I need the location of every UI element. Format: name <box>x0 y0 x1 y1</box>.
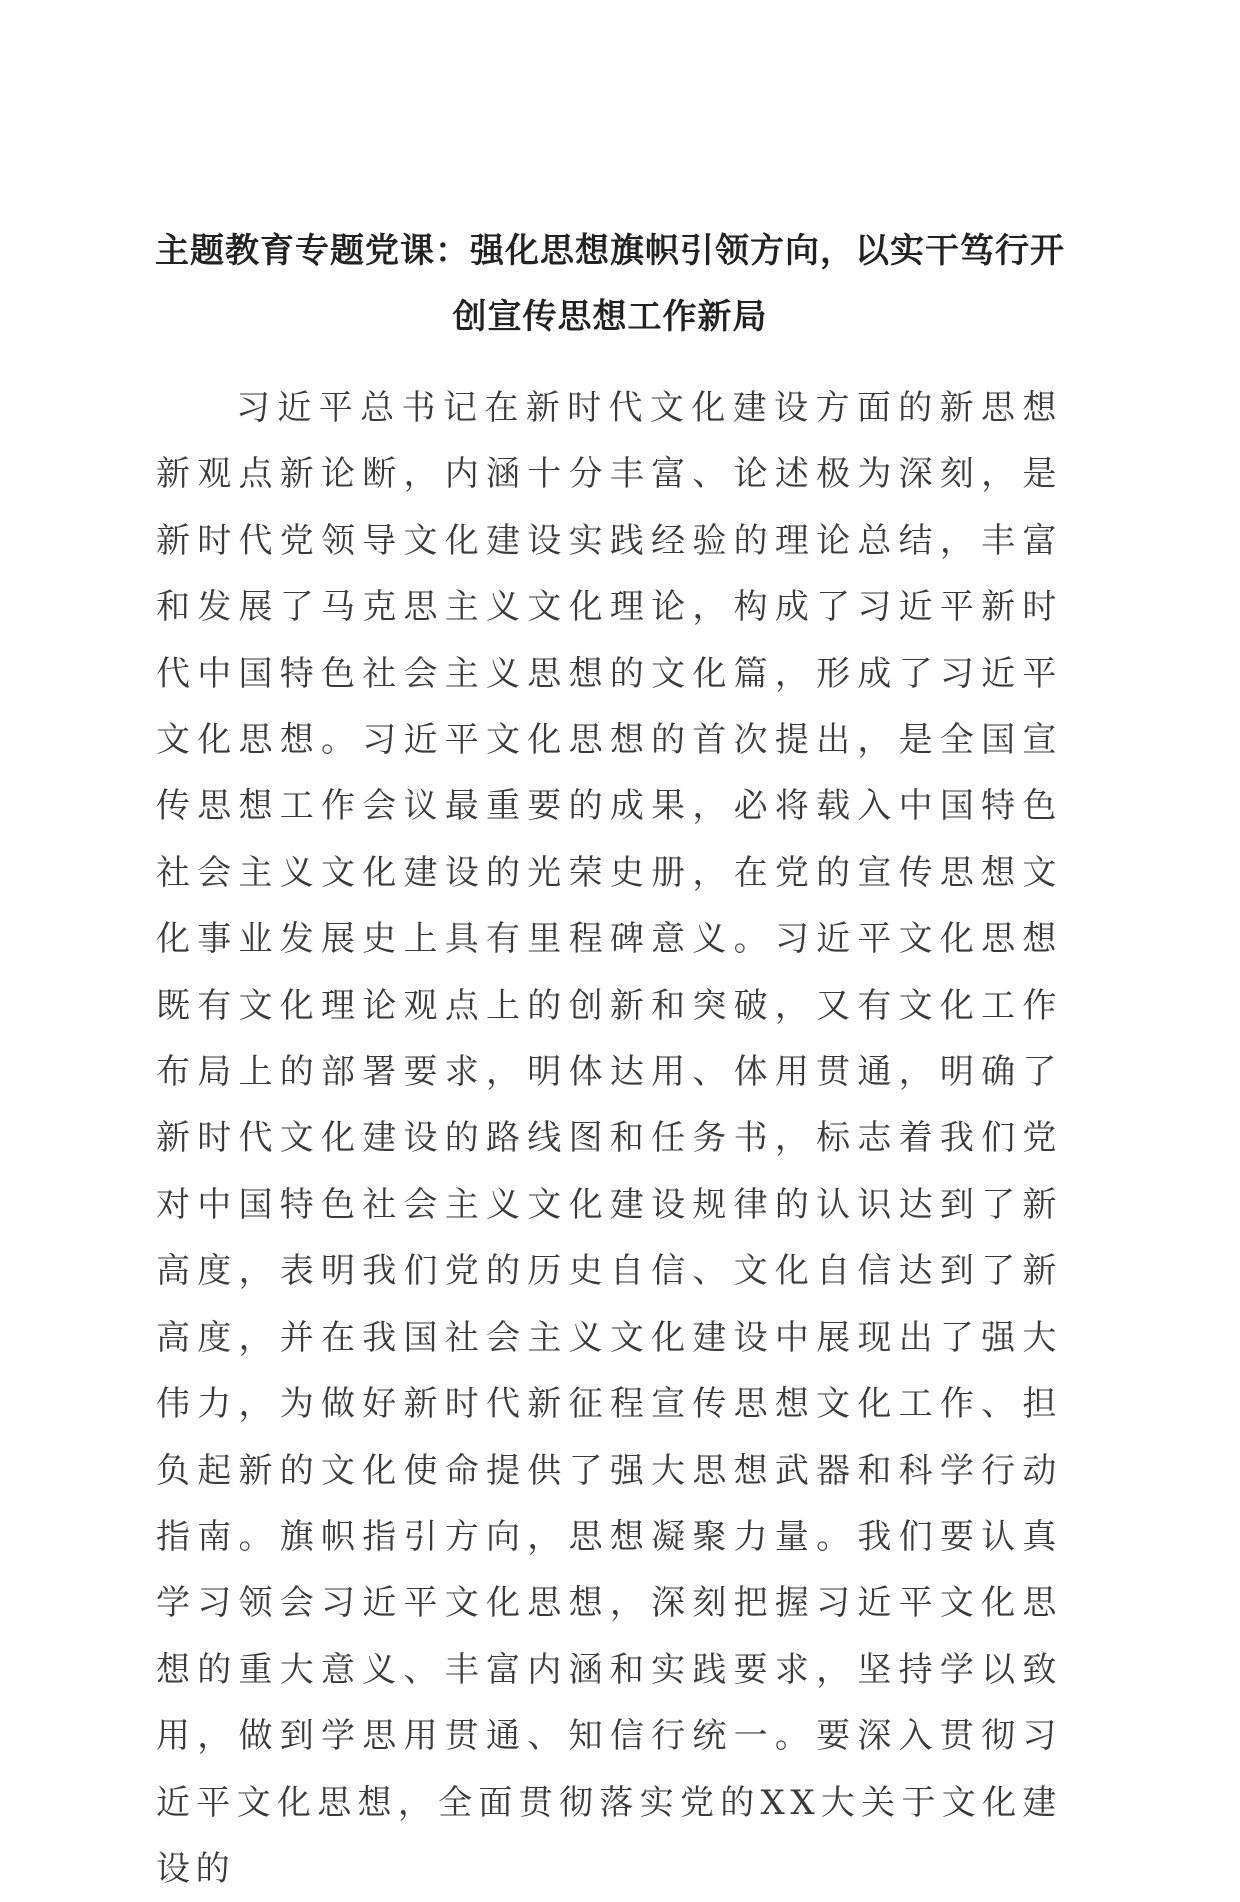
document-title: 主题教育专题党课：强化思想旗帜引领方向，以实干笃行开创宣传思想工作新局 <box>155 231 1065 337</box>
body-paragraph: 习近平总书记在新时代文化建设方面的新思想新观点新论断，内涵十分丰富、论述极为深刻，是新时代党领导文化建设实践经验的理论总结，丰富和发展了马克思主义文化理论，构成了习近平新时代中国特色社会主义思想的文化篇，形成了习近平文化思想。习近平文化思想的首次提出，是全国宣传思想工作会议最重要的成果，必将载入中国特色社会主义文化建设的光荣史册，在党的宣传思想文化事业发展史上具有里程碑意义。习近平文化思想既有文化理论观点上的创新和突破，又有文化工作布局上的部署要求，明体达用、体用贯通，明确了新时代文化建设的路线图和任务书，标志着我们党对中国特色社会主义文化建设规律的认识达到了新高度，表明我们党的历史自信、文化自信达到了新高度，并在我国社会主义文化建设中展现出了强大伟力，为做好新时代新征程宣传思想文化工作、担负起新的文化使命提供了强大思想武器和科学行动指南。旗帜指引方向，思想凝聚力量。我们要认真学习领会习近平文化思想，深刻把握习近平文化思想的重大意义、丰富内涵和实践要求，坚持学以致用，做到学思用贯通、知信行统一。要深入贯彻习近平文化思想，全面贯彻落实党的XX大关于文化建设的 <box>156 388 1062 1889</box>
